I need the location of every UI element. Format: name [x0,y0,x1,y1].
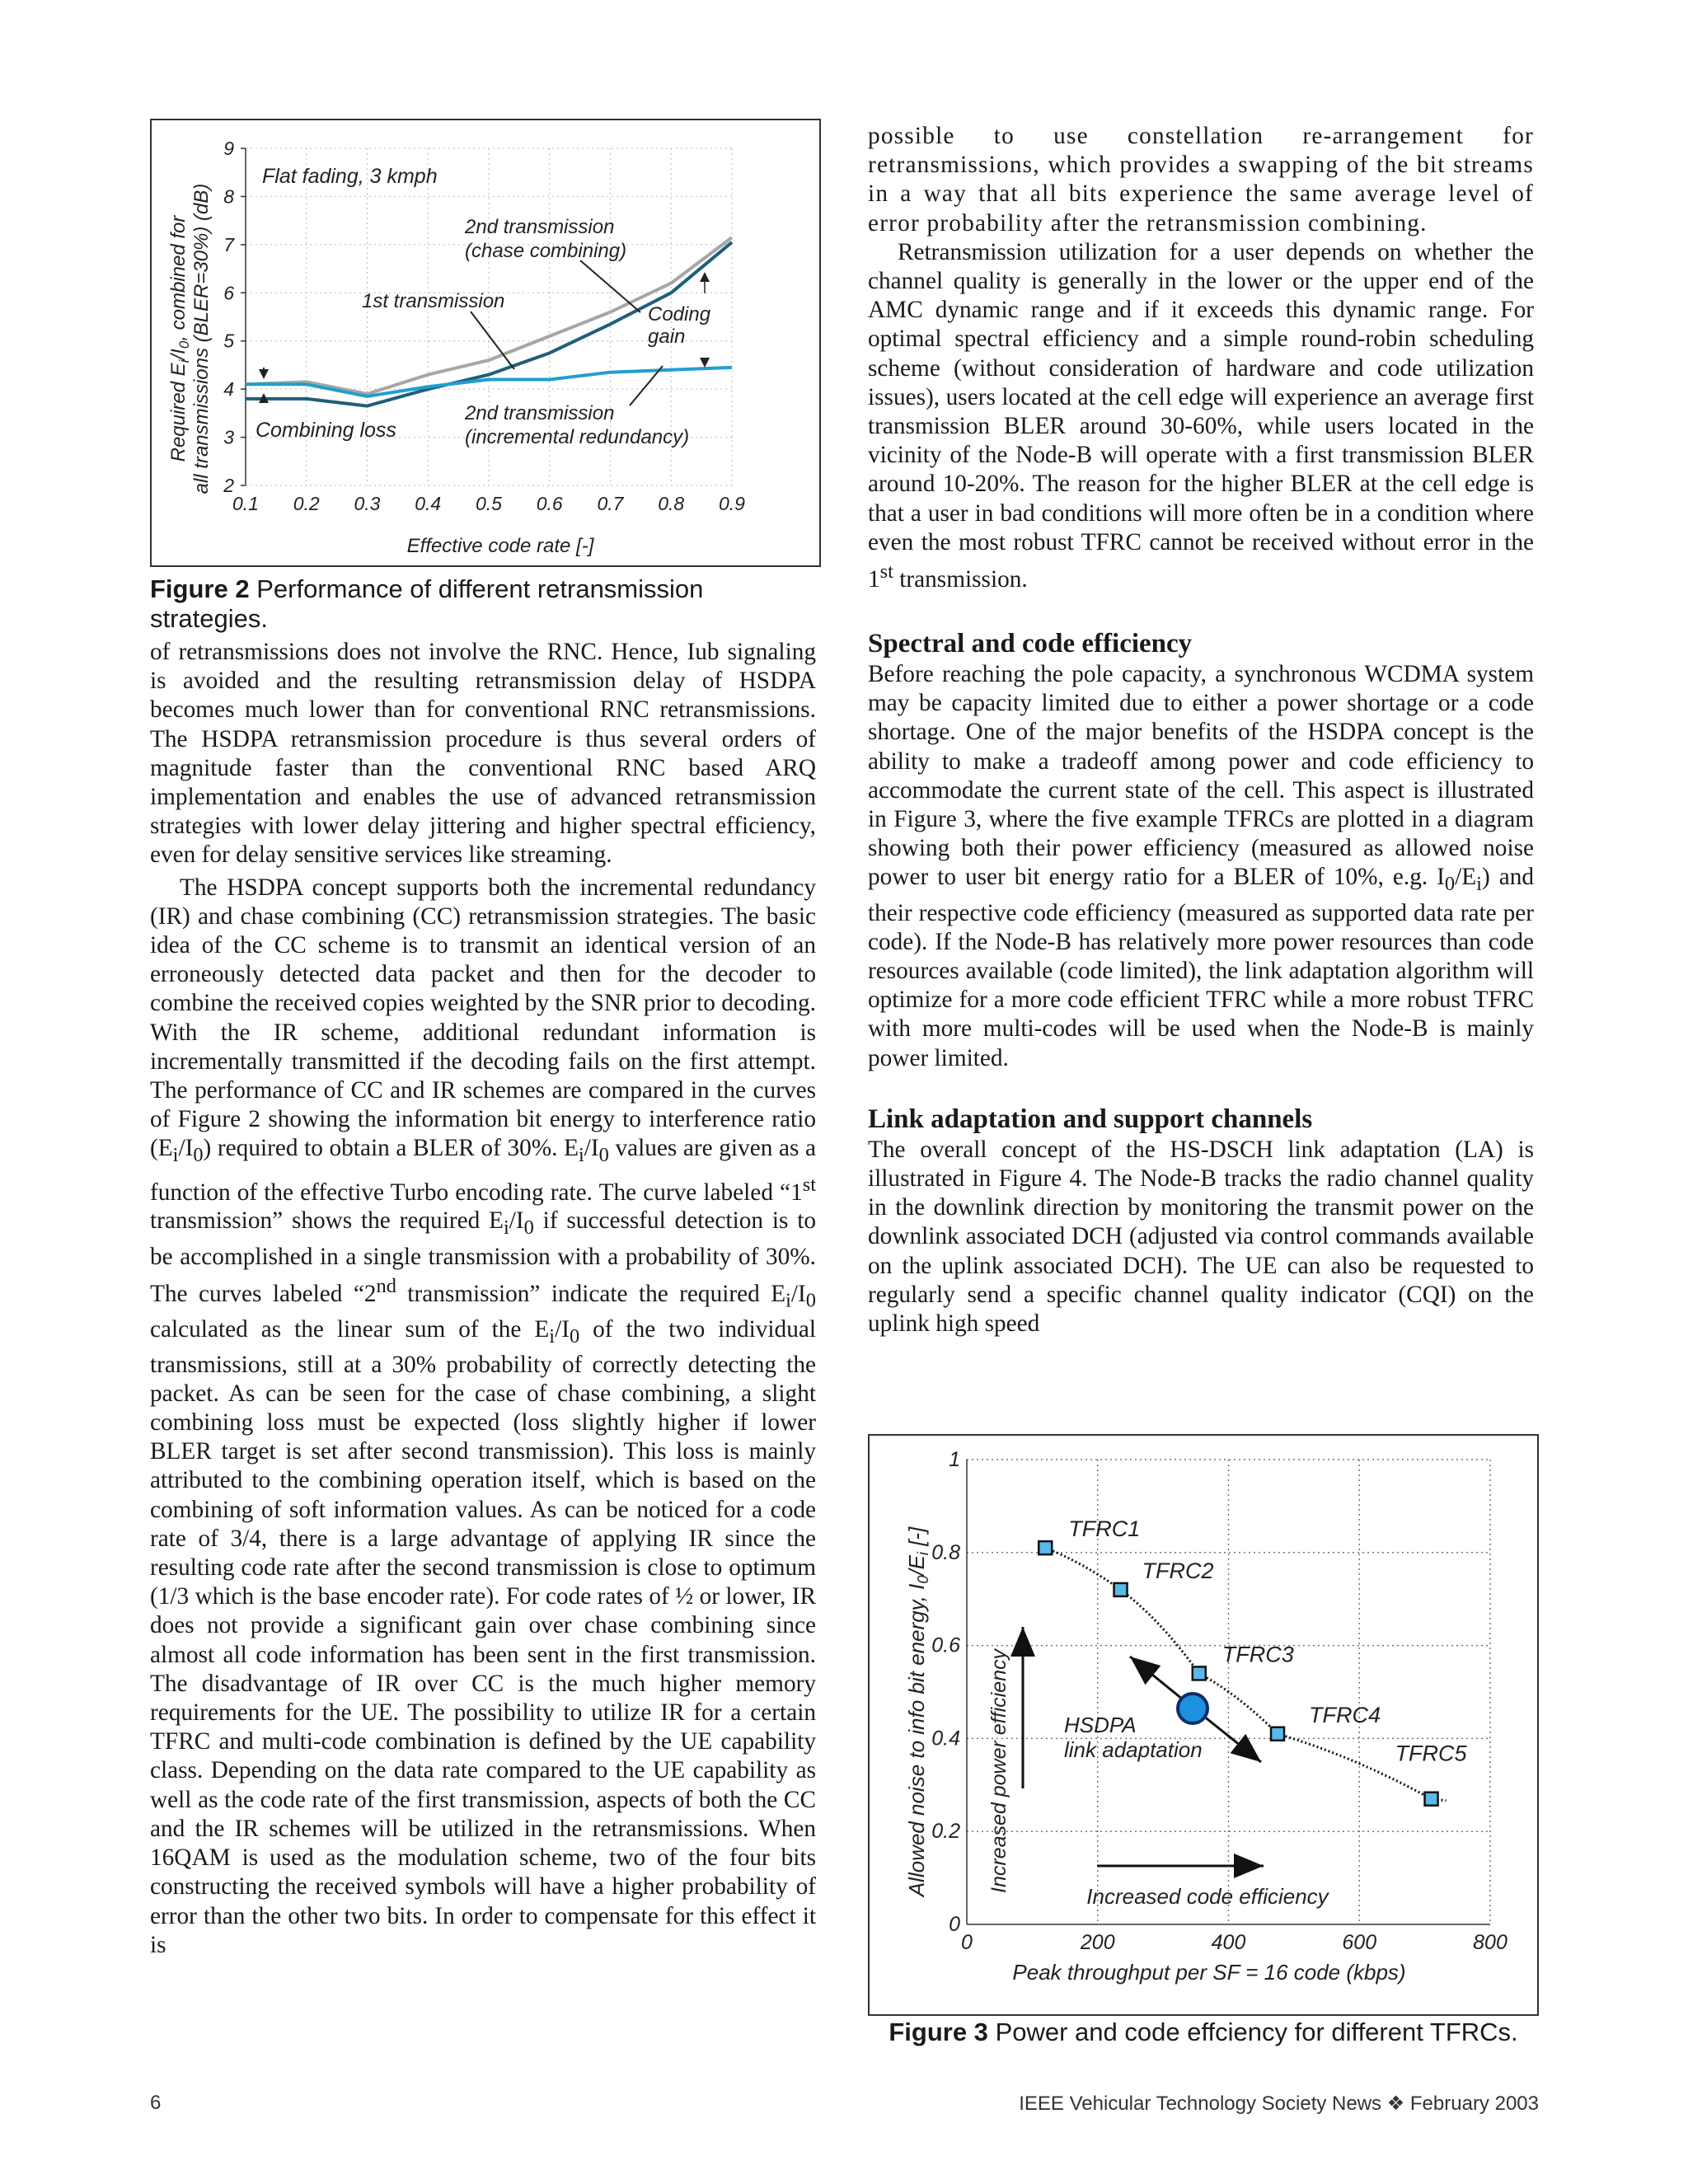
annotation-1st-tx: 1st transmission [362,290,505,312]
figure-2-y-tick: 8 [223,185,234,208]
figure-2-x-tick: 0.8 [658,493,685,514]
hsdpa-label: HSDPA [1064,1713,1137,1737]
left-column [150,638,816,1960]
figure-2-x-tick: 0.4 [415,493,442,514]
code-efficiency-label: Increased code efficiency [1086,1884,1329,1909]
link-adaptation-label: link adaptation [1064,1737,1203,1762]
figure-2-y-tick: 7 [223,233,234,255]
annotation-coding-gain-a: Coding [648,303,711,326]
figure-2-x-tick: 0.5 [476,493,502,514]
tfrc-label-2: TFRC2 [1142,1558,1214,1583]
figure-3-y-tick: 0.4 [931,1727,960,1750]
figure-3-y-tick: 1 [949,1448,960,1471]
figure-3-x-tick: 600 [1342,1931,1377,1954]
figure-3-y-tick: 0.6 [931,1633,960,1657]
figure-3-y-label: Allowed noise to info bit energy, I0/Ei [-] [904,1526,931,1897]
figure-2-x-tick: 0.7 [597,493,624,514]
right-paragraph-1: possible to use constellation re-arrangement for retransmissions, which provides a swapping of the bit streams in a way that all bits experience the same average level of error probability after the retransmission combining. [868,123,1534,237]
figure-2-caption-label: Figure 2 [150,574,250,603]
annotation-2nd-tx-cc-b: (chase combining) [465,240,627,262]
tfrc-point-2 [1114,1583,1128,1596]
left-paragraph-1: of retransmissions does not involve the RNC. Hence, Iub signaling is avoided and the resulting retransmission delay of HSDPA becomes much lower than for conventional RNC retransmissions. The HSDPA retransmission procedure is thus several orders of magnitude faster than the conventional RNC based ARQ implementation and enables the use of advanced retransmission strategies with lower delay jittering and higher spectral efficiency, even for delay sensitive services like streaming. [150,639,816,869]
figure-3-x-label: Peak throughput per SF = 16 code (kbps) [1012,1960,1406,1985]
figure-3 [868,1434,1539,2016]
figure-3-caption-label: Figure 3 [889,2018,988,2046]
figure-2-caption-text: Performance of different retransmission strategies. [150,574,704,633]
tfrc-point-5 [1425,1793,1438,1806]
annotation-coding-gain-b: gain [648,326,686,348]
la-arrow-up [1130,1657,1183,1699]
figure-2-y-label-line2: all transmissions (BLER=30%) (dB) [190,183,213,494]
tfrc-label-5: TFRC5 [1395,1741,1467,1766]
figure-2-y-tick: 2 [223,475,234,496]
figure-3-caption [868,2018,1539,2047]
figure-2-y-tick: 4 [223,378,234,401]
figure-3-x-tick: 200 [1080,1931,1115,1954]
left-paragraph-2: The HSDPA concept supports both the incremental redundancy (IR) and chase combining (CC) retransmission strategies. The basic idea of the CC scheme is to transmit an identical version of an erroneously detected data packet and then for the decoder to combine the received copies weighted by the SNR prior to decoding. With the IR scheme, additional redundant information is incrementally transmitted if the decoding fails on the first attempt. The performance of CC and IR schemes are compared in the curves of Figure 2 showing the information bit energy to interference ratio $(E_i/I_0)$ required to obtain a BLER of 30%. $E_i/I_0$ values are given as a function of the effective Turbo encoding rate. The curve labeled “1st transmission” shows the required $E_i/I_0$ if successful detection is to be accomplished in a single transmission with a probability of 30%. The curves labeled “2nd transmission” indicate the required $E_i/I_0$ calculated as the linear sum of the $E_i/I_0$ of the two individual transmissions, still at a 30% probability of correctly detecting the packet. As can be seen for the case of chase combining, a slight combining loss must be expected (loss slightly higher if lower BLER target is set after second transmission). This loss is mainly attributed to the combining operation itself, which is based on the combining of soft information values. As can be noticed for a code rate of 3/4, there is a large advantage of applying IR since the resulting code rate after the second transmission is close to optimum (1/3 which is the base encoder rate). For code rates of ½ or lower, IR does not provide a significant gain over chase combining since almost all code information has been sent in the first transmission. The disadvantage of IR over CC is the much higher memory requirements for the UE. The possibility to utilize IR for a certain TFRC and multi-code combination is defined by the UE capability class. Depending on the data rate compared to the UE capability as well as the code rate of the first transmission, aspects of both the CC and the IR schemes will be utilized in the retransmissions. When 16QAM is used as the modulation scheme, two of the four bits constructing the received symbols will have a higher probability of error than the other two bits. In order to compensate for this effect it is [150,874,816,1958]
heading-spectral-code-efficiency: Spectral and code efficiency [868,629,1193,659]
page-number: 6 [150,2092,162,2114]
power-efficiency-label: Increased power efficiency [987,1649,1010,1893]
publication-footer: IEEE Vehicular Technology Society News ❖ February 2003 [1019,2093,1539,2115]
figure-2 [150,119,821,567]
figure-3-y-tick: 0.2 [931,1820,960,1844]
right-paragraph-2: Retransmission utilization for a user depends on whether the channel quality is generally in the lower or the upper end of the AMC dynamic range and if it exceeds this dynamic range. For optimal spectral efficiency and a simple round-robin scheduling scheme (without consideration of hardware and code utilization issues), users located at the cell edge will experience an average first transmission BLER around 30-60%, while users located in the vicinity of the Node-B will operate with a first transmission BLER around 10-20%. The reason for the higher BLER at the cell edge is that a user in bad conditions will more often be in a condition where even the most robust TFRC cannot be received without error in the 1st transmission. [868,238,1534,593]
figure-3-chart [870,1436,1537,2014]
figure-2-y-tick: 9 [223,138,234,159]
annotation-2nd-tx-ir-b: (incremental redundancy) [465,426,690,448]
figure-2-title: Flat fading, 3 kmph [262,165,438,188]
figure-3-x-tick: 800 [1473,1931,1507,1954]
figure-3-trend-curve [1045,1548,1446,1801]
tfrc-label-3: TFRC3 [1221,1642,1294,1667]
figure-2-x-tick: 0.6 [536,493,563,514]
tfrc-point-4 [1271,1727,1284,1741]
tfrc-label-1: TFRC1 [1068,1516,1141,1542]
annotation-2nd-tx-ir-a: 2nd transmission [465,402,615,424]
figure-2-x-tick: 0.1 [232,493,259,514]
figure-3-x-tick: 400 [1211,1931,1246,1954]
figure-2-x-tick: 0.9 [719,493,745,514]
figure-2-x-label: Effective code rate [-] [406,535,594,557]
right-paragraph-4: The overall concept of the HS-DSCH link adaptation (LA) is illustrated in Figure 4. The Node-B tracks the radio channel quality in the downlink direction by monitoring the transmit power on the downlink associated DCH (adjusted via control commands available on the uplink associated DCH). The UE can also be requested to regularly send a specific channel quality indicator (CQI) on the uplink high speed [868,1136,1534,1337]
figure-2-y-label-line1: Required $E_i/I_0$, combined for [167,215,192,462]
figure-2-y-tick: 6 [223,282,234,304]
right-column [868,122,1534,1338]
tfrc-label-4: TFRC4 [1309,1702,1381,1727]
la-arrow-down [1203,1716,1261,1762]
figure-2-y-tick: 3 [223,426,234,448]
right-paragraph-3: Before reaching the pole capacity, a synchronous WCDMA system may be capacity limited due to either a power shortage or a code shortage. One of the major benefits of the HSDPA concept is the ability to make a tradeoff among power and code efficiency to accommodate the current state of the cell. This aspect is illustrated in Figure 3, where the five example TFRCs are plotted in a diagram showing both their power efficiency (measured as allowed noise power to user bit energy ratio for a BLER of 10%, e.g. $I_0/E_i$) and their respective code efficiency (measured as supported data rate per code). If the Node-B has relatively more power resources than code resources available (code limited), the link adaptation algorithm will optimize for a more code efficient TFRC while a more robust TFRC with more multi-codes will be used when the Node-B is mainly power limited. [868,661,1534,1071]
annotation-2nd-tx-cc-a: 2nd transmission [465,216,615,238]
figure-3-x-tick: 0 [961,1931,973,1954]
figure-3-y-tick: 0 [949,1913,960,1936]
hsdpa-operating-point [1178,1694,1207,1723]
heading-link-adaptation: Link adaptation and support channels [868,1104,1313,1134]
figure-3-caption-text: Power and code effciency for different TFRCs. [995,2018,1518,2046]
figure-2-y-tick: 5 [223,330,234,352]
figure-2-x-tick: 0.2 [293,493,320,514]
figure-2-chart [152,120,819,565]
annotation-combining-loss: Combining loss [256,419,396,442]
leader-1st [471,312,514,369]
figure-2-caption [150,574,821,634]
figure-3-y-tick: 0.8 [931,1540,960,1564]
figure-2-x-tick: 0.3 [354,493,381,514]
tfrc-point-1 [1039,1541,1052,1554]
tfrc-point-3 [1193,1666,1206,1680]
